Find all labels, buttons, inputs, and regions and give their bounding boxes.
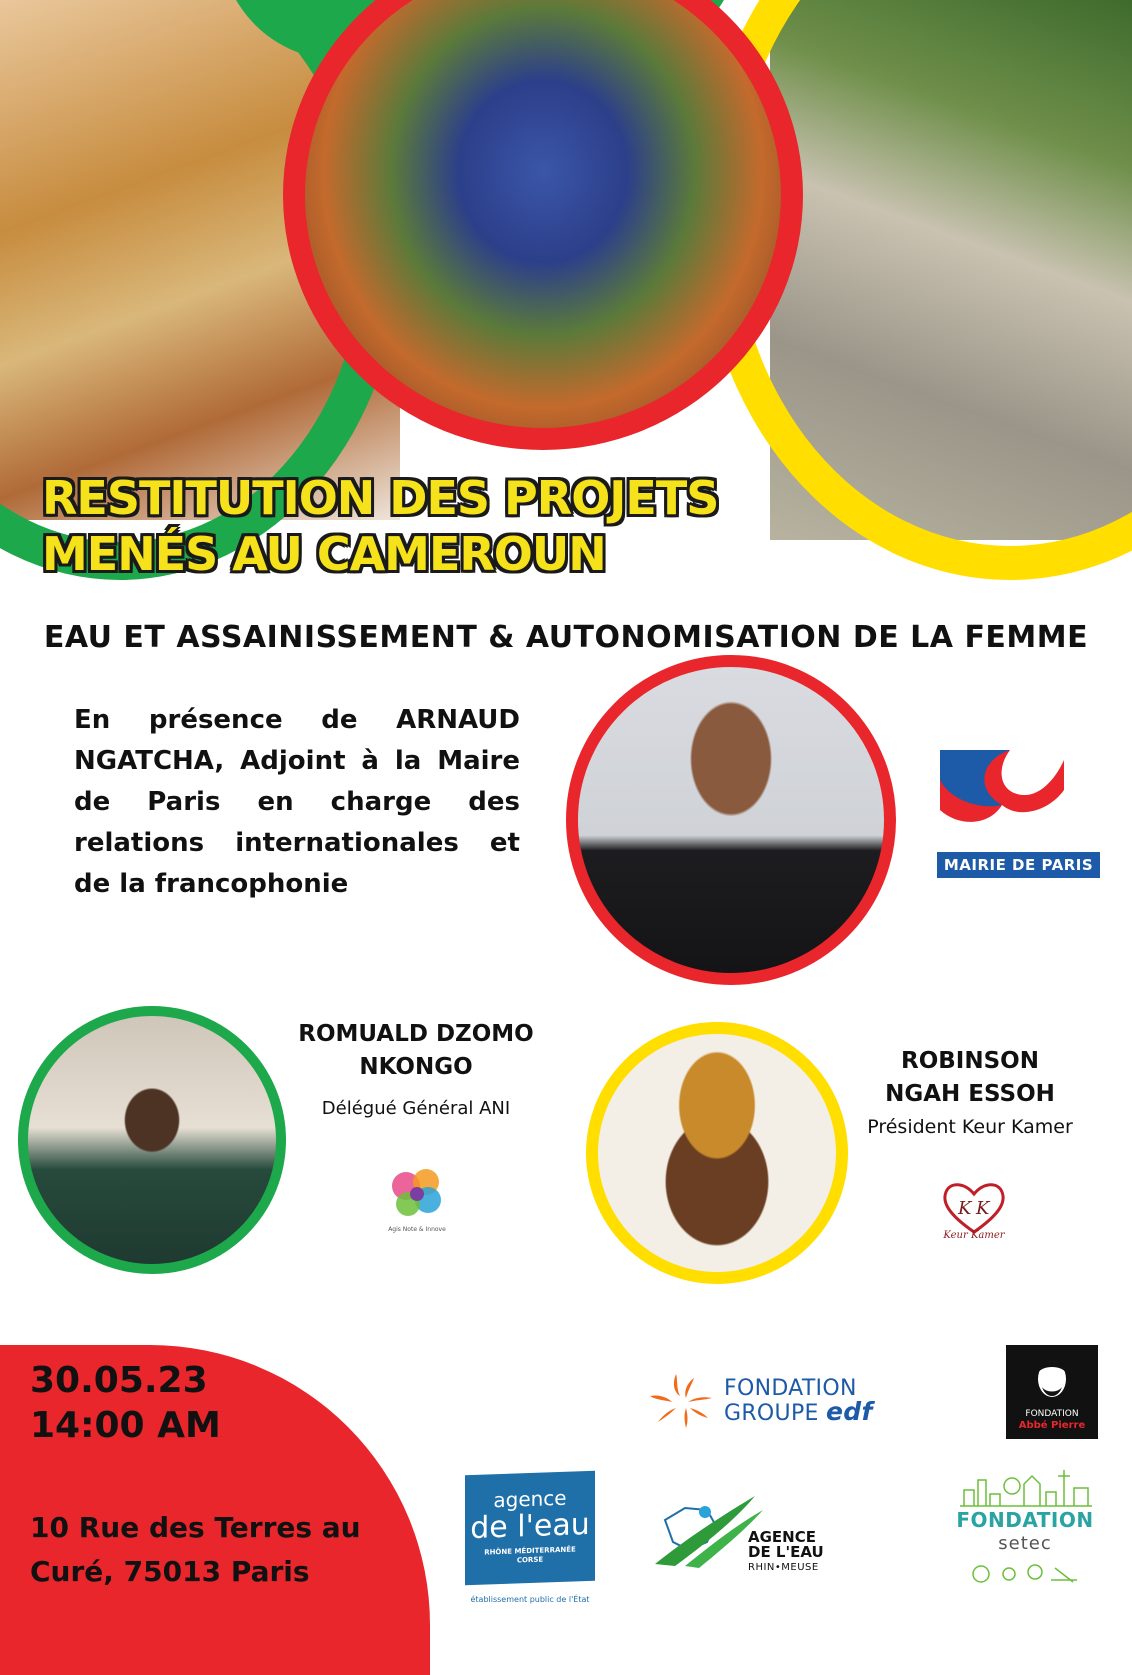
mairie-de-paris-label: MAIRIE DE PARIS [937,852,1100,878]
event-time: 14:00 AM [30,1405,221,1446]
abbe-pierre-label-line-2: Abbé Pierre [1018,1420,1086,1431]
abbe-pierre-logo [1006,1345,1098,1439]
rmc-label-line-2: de l'eau [470,1506,590,1547]
agence-eau-rhin-meuse-label [748,1530,824,1575]
mairie-de-paris-logo [940,750,1064,835]
rmc-label-line-1: agence [493,1485,567,1513]
agence-eau-rmc-logo [465,1471,595,1604]
portrait-romuald-dzomo [18,1006,286,1274]
event-address-line-2: Curé, 75013 Paris [30,1555,310,1588]
edf-label-groupe: GROUPE [724,1401,827,1426]
speaker-right-role: Président Keur Kamer [867,1116,1073,1138]
edf-label-brand: edf [826,1397,873,1426]
rmc-label-footer: établissement public de l'État [470,1595,590,1604]
speaker-right-name-line-2: NGAH ESSOH [885,1081,1055,1107]
edf-logo-icon [646,1370,718,1432]
rmc-label-region-2: CORSE [516,1555,544,1565]
ani-logo-label: Agis Note & Innove [388,1226,446,1233]
speaker-left-role: Délégué Général ANI [321,1098,511,1119]
guest-of-honor-text: En présence de ARNAUD NGATCHA, Adjoint à la Maire de Paris en charge des relations internationales et de la francophonie [74,705,520,899]
rhin-label-line-1: AGENCE [748,1528,816,1546]
event-date: 30.05.23 [30,1360,208,1401]
setec-skyline-icon [960,1466,1092,1508]
speaker-left-name-line-2: NKONGO [359,1054,473,1080]
rmc-label-region [465,1545,595,1568]
event-address-line-1: 10 Rue des Terres au [30,1511,361,1544]
rmc-label-region-1: RHÔNE MÉDITERRANÉE [484,1545,576,1557]
keur-kamer-logo-icon [938,1180,1010,1236]
portrait-robinson-ngah [586,1022,848,1284]
portrait-arnaud-ngatcha [566,655,896,985]
edf-label-line-1: FONDATION [724,1376,857,1401]
speaker-left-name-line-1: ROMUALD DZOMO [298,1021,534,1047]
setec-label-line-2: setec [998,1533,1052,1554]
setec-ornament-icon [965,1560,1085,1588]
edf-foundation-label [724,1377,873,1425]
rhin-label-line-3: RHIN•MEUSE [748,1562,819,1573]
speaker-right-name [860,1045,1080,1111]
title-line-1: RESTITUTION DES PROJETS [42,471,719,525]
setec-label-line-1: FONDATION [956,1508,1094,1532]
title-line-2: MENÉS AU CAMEROUN [42,527,606,581]
svg-text:K: K [976,1198,990,1219]
ani-logo-icon [384,1160,450,1224]
event-subtitle: EAU ET ASSAINISSEMENT & AUTONOMISATION DE LA FEMME [43,620,1089,655]
abbe-pierre-label-line-1: FONDATION [1025,1409,1079,1419]
speaker-left-name [294,1018,538,1084]
svg-text:K: K [958,1198,972,1219]
event-datetime [30,1358,221,1448]
event-title [42,470,718,582]
rhin-label-line-2: DE L'EAU [748,1543,824,1561]
abbe-pierre-portrait-icon [1006,1345,1098,1407]
edf-label-line-2 [724,1397,873,1426]
speaker-right-name-line-1: ROBINSON [901,1048,1039,1074]
keur-kamer-logo-label: Keur Kamer [943,1230,1005,1241]
event-address [30,1506,361,1594]
